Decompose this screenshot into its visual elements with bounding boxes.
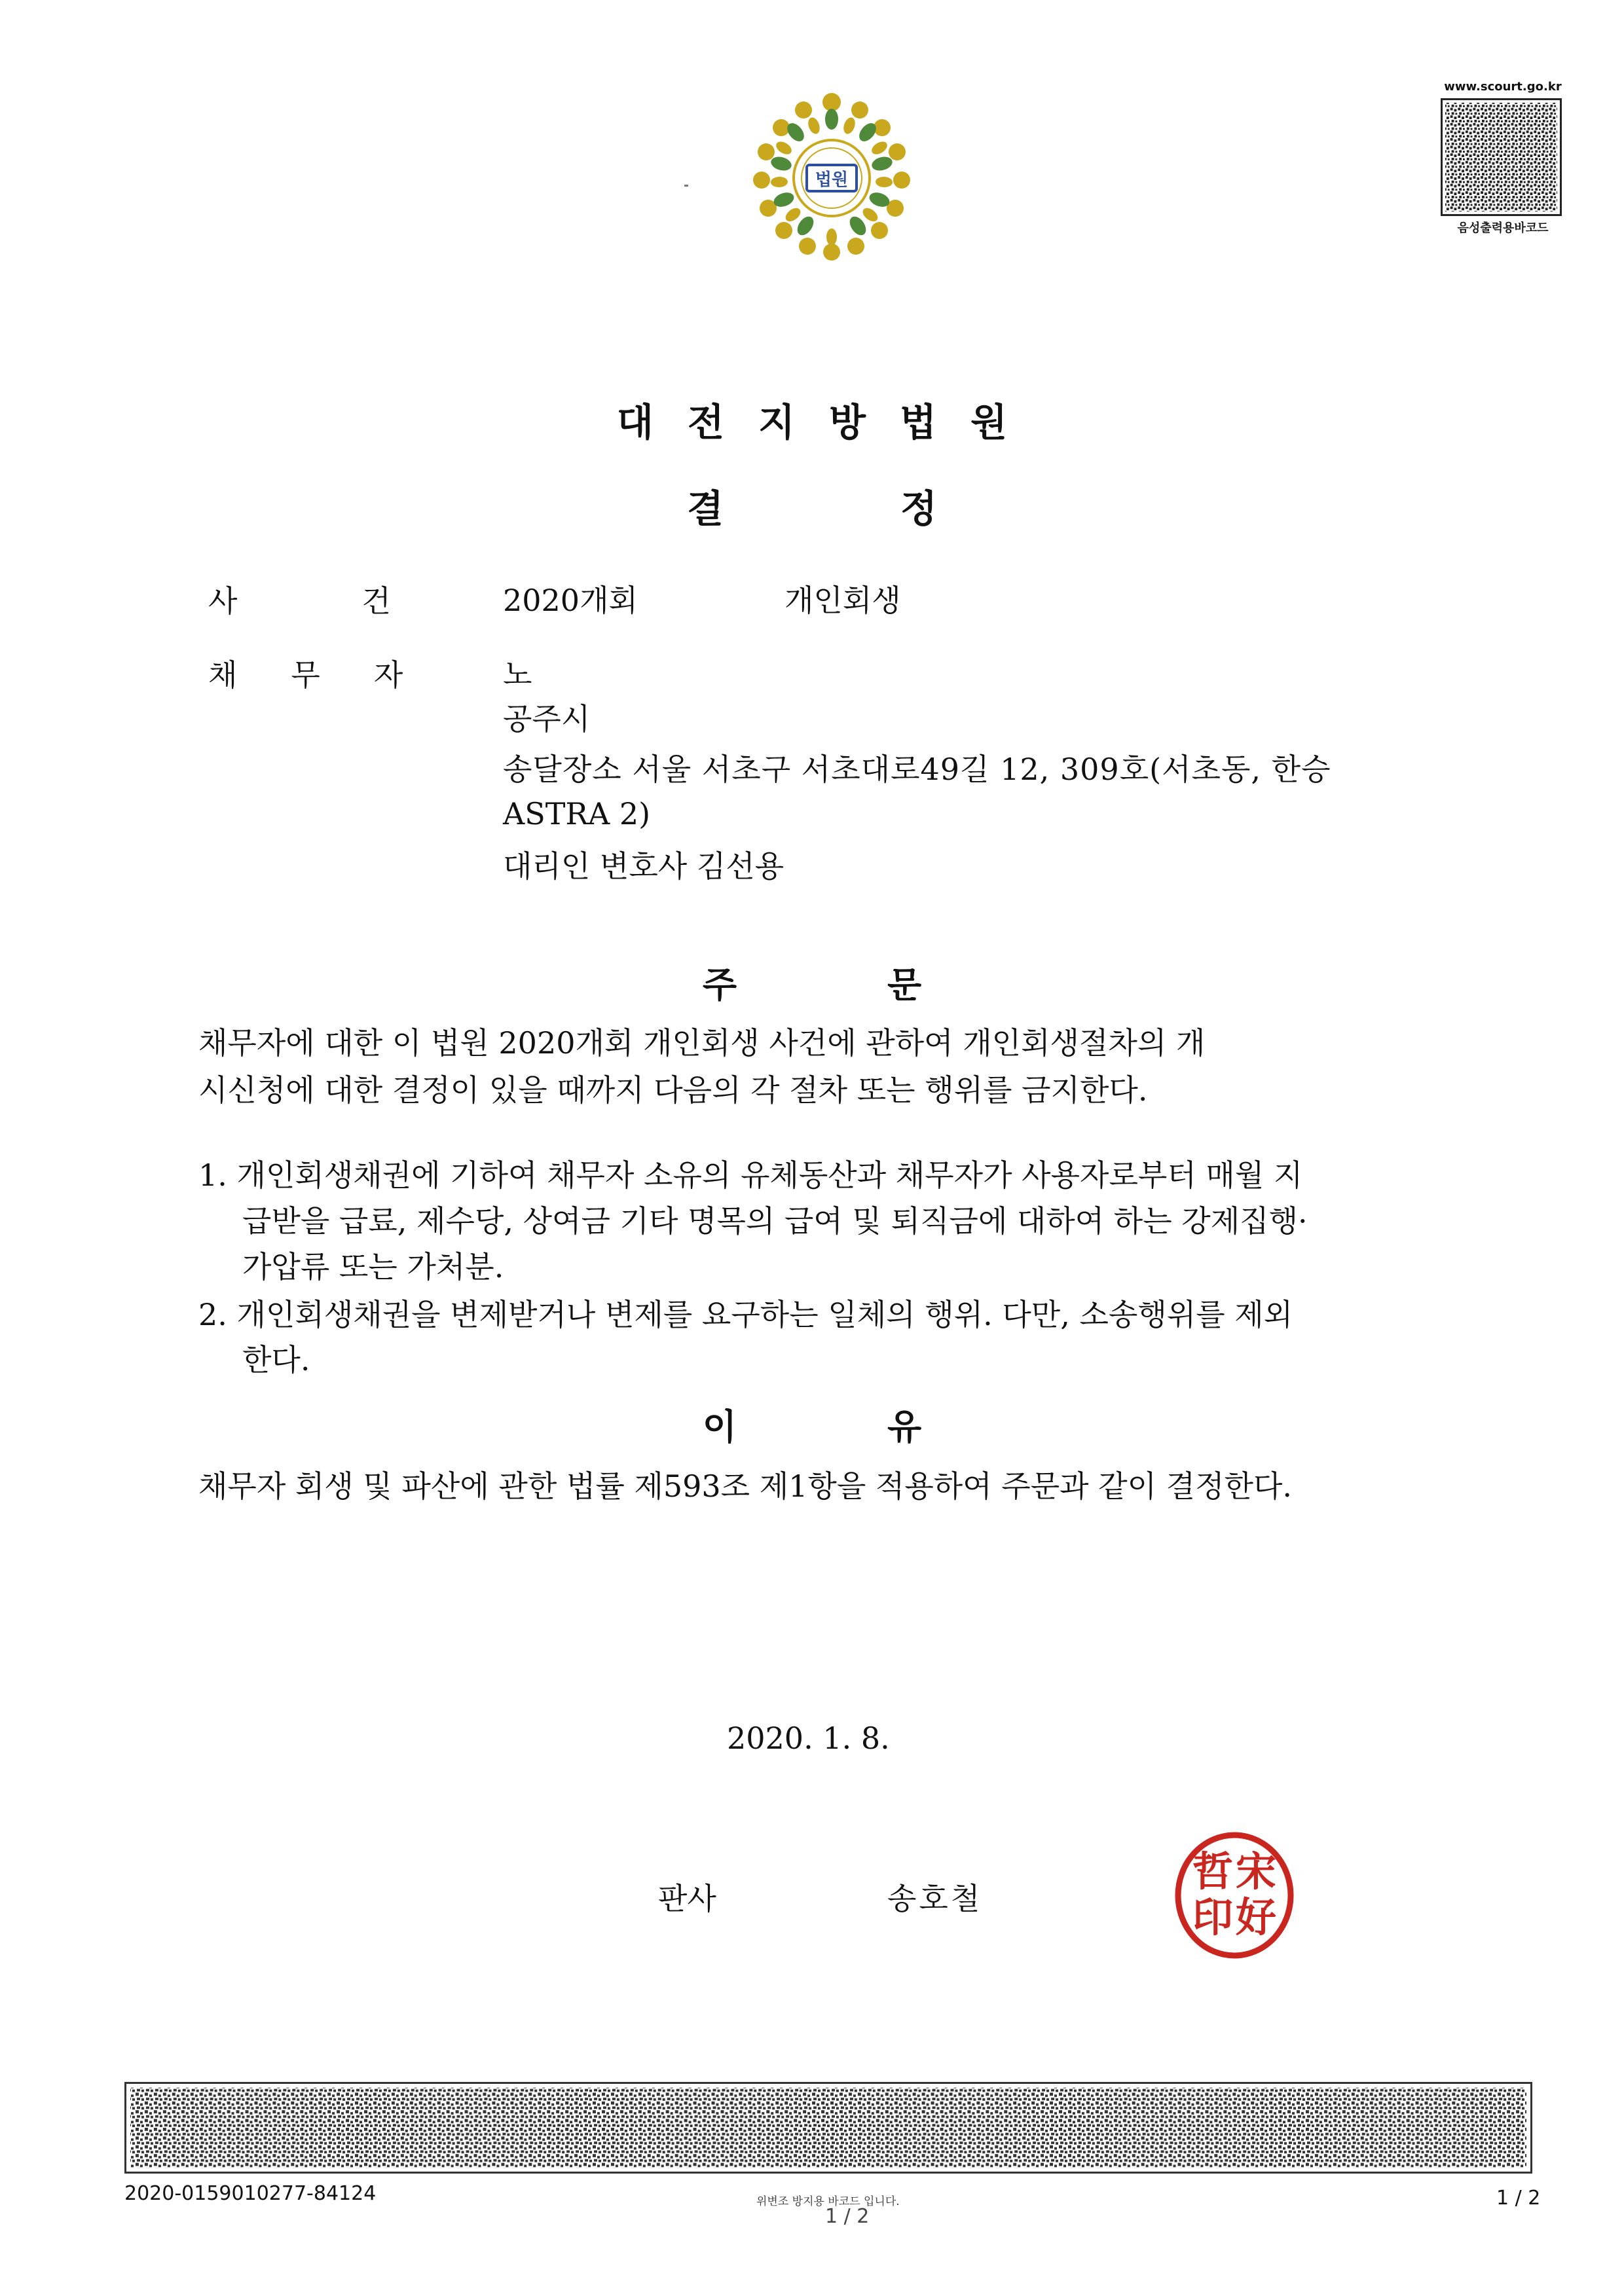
court-name: 대전지방법원 <box>616 400 1042 445</box>
decision-date: 2020. 1. 8. <box>727 1721 890 1756</box>
case-type: 개인회생 <box>784 583 901 618</box>
anti-forgery-note: 위변조 방지용 바코드 입니다. <box>756 2195 900 2208</box>
page-number-center: 1 / 2 <box>825 2205 870 2228</box>
scan-speck <box>684 185 688 187</box>
case-label: 사건 <box>208 583 515 619</box>
site-url: www.scourt.go.kr <box>1444 80 1562 94</box>
order-paragraph-line2: 시신청에 대한 결정이 있을 때까지 다음의 각 절차 또는 행위를 금지한다. <box>198 1072 1148 1108</box>
seal-char-4: 印 <box>1192 1893 1234 1941</box>
debtor-name: 노 <box>503 657 532 692</box>
page-number-right: 1 / 2 <box>1496 2187 1541 2210</box>
order-heading: 주문 <box>702 964 1073 1006</box>
order-item-1-cont: 급받을 급료, 제수당, 상여금 기타 명목의 급여 및 퇴직금에 대하여 하는 강제집행· <box>242 1203 1308 1239</box>
seal-char-3: 哲 <box>1192 1848 1234 1895</box>
case-number: 2020개회 <box>503 583 638 618</box>
order-item-1-cont2: 가압류 또는 가처분. <box>242 1249 504 1285</box>
judge-title: 판사 <box>658 1881 716 1916</box>
anti-forgery-barcode-icon <box>124 2082 1532 2174</box>
document-number: 2020-0159010277-84124 <box>124 2182 377 2205</box>
document-title: 결정 <box>686 486 1115 531</box>
order-item-2-cont: 한다. <box>242 1342 310 1377</box>
court-emblem-icon <box>743 92 920 268</box>
emblem-text: 법원 <box>815 170 849 190</box>
order-paragraph-line1: 채무자에 대한 이 법원 2020개회 개인회생 사건에 관하여 개인회생절차의 개 <box>198 1025 1206 1061</box>
judge-name: 송호철 <box>887 1881 983 1916</box>
seal-char-1: 宋 <box>1235 1848 1277 1895</box>
debtor-label: 채무자 <box>208 657 457 693</box>
judge-seal-icon <box>1172 1830 1297 1961</box>
delivery-address-cont: ASTRA 2) <box>503 796 651 831</box>
order-item-1: 1. 개인회생채권에 기하여 채무자 소유의 유체동산과 채무자가 사용자로부터 매월 지 <box>198 1157 1303 1193</box>
order-item-2: 2. 개인회생채권을 변제받거나 변제를 요구하는 일체의 행위. 다만, 소송행위를 제외 <box>198 1297 1293 1332</box>
seal-char-2: 好 <box>1235 1893 1277 1941</box>
audio-barcode-icon <box>1441 98 1562 216</box>
reason-text: 채무자 회생 및 파산에 관한 법률 제593조 제1항을 적용하여 주문과 같이 결정한다. <box>198 1468 1293 1504</box>
audio-barcode-label: 음성출력용바코드 <box>1457 221 1549 235</box>
reason-heading: 이유 <box>702 1406 1073 1448</box>
delivery-address: 송달장소 서울 서초구 서초대로49길 12, 309호(서초동, 한승 <box>503 752 1331 787</box>
debtor-city: 공주시 <box>503 701 591 737</box>
legal-agent: 대리인 변호사 김선용 <box>503 848 784 884</box>
